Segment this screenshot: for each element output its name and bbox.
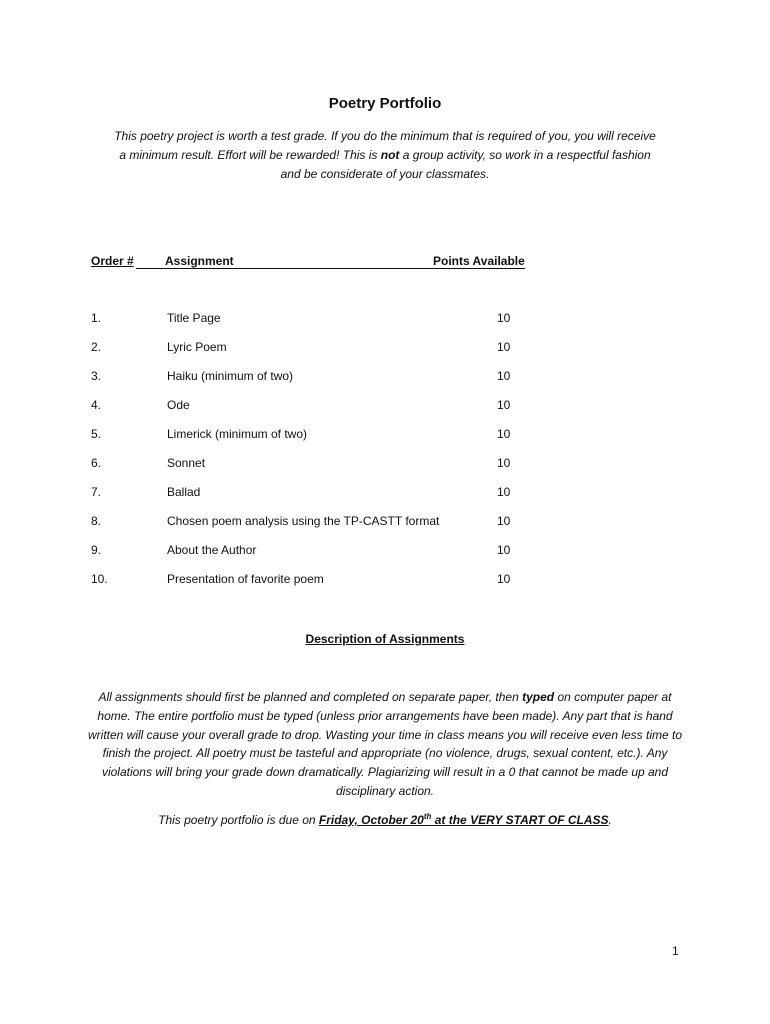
- description-text-part2: on computer paper at home. The entire portfolio must be typed (unless prior arrangements have been made). Any part that is hand written will cause your overall grade to drop. Wasting your time in class means you will receive even less time to finish the project. All poetry must be tasteful and appropriate (no violence, drugs, sexual content, etc.). Any violations will bring your grade down dramatically. Plagiarizing will result in a 0 that cannot be made up and disciplinary action.: [87, 690, 683, 798]
- intro-text-part1: This poetry project is worth a test grade. If you do the minimum that is required of you, you will receive a minimum result. Effort will be rewarded! This is: [114, 129, 656, 162]
- due-end: .: [608, 813, 612, 827]
- header-underline: [136, 268, 525, 269]
- row-assignment-name: About the Author: [167, 543, 257, 557]
- table-row: [0, 427, 770, 456]
- row-points: 10: [497, 340, 511, 354]
- row-assignment-name: Title Page: [167, 311, 221, 325]
- row-points: 10: [497, 485, 511, 499]
- row-order-number: 4.: [91, 398, 102, 412]
- row-points: 10: [497, 398, 511, 412]
- row-order-number: 10.: [91, 572, 108, 586]
- table-row: [0, 543, 770, 572]
- row-points: 10: [497, 427, 511, 441]
- table-row: [0, 369, 770, 398]
- row-points: 10: [497, 543, 511, 557]
- intro-emphasis: not: [380, 148, 400, 162]
- intro-paragraph: [110, 127, 660, 184]
- column-header-order: Order #: [91, 254, 134, 268]
- assignment-table: [0, 311, 770, 601]
- row-assignment-name: Ballad: [167, 485, 201, 499]
- row-assignment-name: Lyric Poem: [167, 340, 227, 354]
- row-order-number: 3.: [91, 369, 102, 383]
- row-order-number: 9.: [91, 543, 102, 557]
- description-text-part1: All assignments should first be planned and completed on separate paper, then: [98, 690, 523, 704]
- row-assignment-name: Limerick (minimum of two): [167, 427, 308, 441]
- row-assignment-name: Ode: [167, 398, 190, 412]
- column-header-points: Points Available: [433, 254, 525, 268]
- table-row: [0, 340, 770, 369]
- row-assignment-name: Sonnet: [167, 456, 206, 470]
- due-date-suffix: at the VERY START OF CLASS: [431, 813, 609, 827]
- row-order-number: 2.: [91, 340, 102, 354]
- due-date-main: Friday, October 20: [318, 813, 424, 827]
- row-order-number: 1.: [91, 311, 102, 325]
- row-assignment-name: Haiku (minimum of two): [167, 369, 294, 383]
- page-number: 1: [672, 944, 679, 958]
- table-row: [0, 456, 770, 485]
- table-row: [0, 514, 770, 543]
- row-order-number: 5.: [91, 427, 102, 441]
- due-prefix: This poetry portfolio is due on: [158, 813, 319, 827]
- table-row: [0, 572, 770, 601]
- description-emphasis: typed: [522, 690, 555, 704]
- table-row: [0, 485, 770, 514]
- row-points: 10: [497, 514, 511, 528]
- row-order-number: 7.: [91, 485, 102, 499]
- row-order-number: 8.: [91, 514, 102, 528]
- row-points: 10: [497, 572, 511, 586]
- description-paragraph: [86, 688, 684, 801]
- row-points: 10: [497, 369, 511, 383]
- table-header-row: [0, 254, 770, 270]
- row-assignment-name: Chosen poem analysis using the TP-CASTT format: [167, 514, 440, 528]
- description-heading: Description of Assignments: [305, 632, 465, 646]
- row-assignment-name: Presentation of favorite poem: [167, 572, 324, 586]
- row-points: 10: [497, 311, 511, 325]
- row-points: 10: [497, 456, 511, 470]
- due-date-line: [0, 812, 770, 827]
- column-header-assignment: Assignment: [165, 254, 234, 268]
- table-row: [0, 398, 770, 427]
- page-title: Poetry Portfolio: [328, 95, 442, 112]
- intro-text-part2: a group activity, so work in a respectful fashion and be considerate of your classmates.: [280, 148, 651, 181]
- due-date-ordinal: th: [423, 812, 432, 821]
- due-date: [319, 813, 609, 827]
- row-order-number: 6.: [91, 456, 102, 470]
- table-row: [0, 311, 770, 340]
